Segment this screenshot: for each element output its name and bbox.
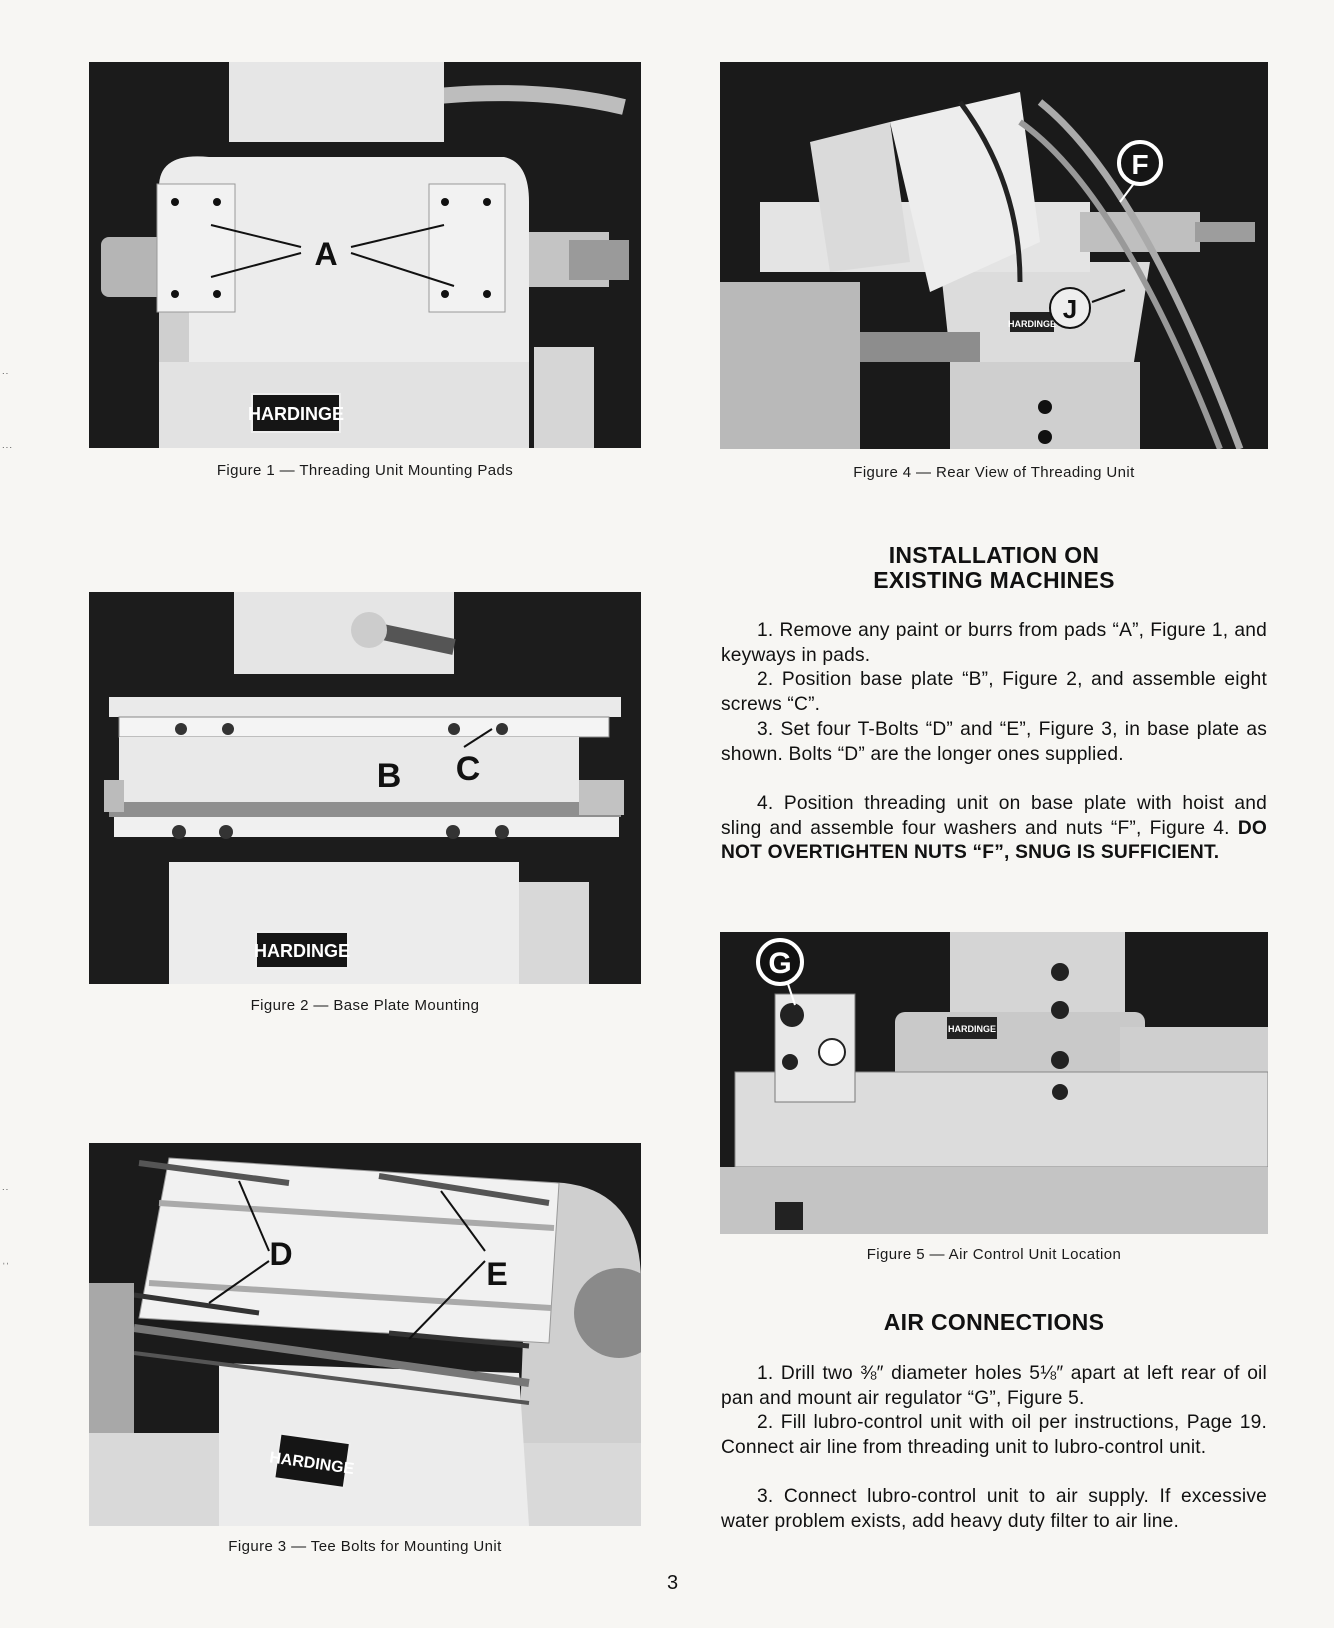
fig3-label-d: D: [269, 1236, 293, 1272]
installation-step-2: 2. Position base plate “B”, Figure 2, and assemble eight screws “C”.: [721, 669, 1267, 715]
figure-3-illustration: [89, 1143, 641, 1526]
figure-2-photo: [89, 592, 641, 984]
figure-1-caption: Figure 1 — Threading Unit Mounting Pads: [216, 462, 514, 479]
fig3-label-e: E: [486, 1256, 508, 1292]
installation-heading-line1: INSTALLATION ON: [888, 542, 1100, 568]
installation-heading: [720, 543, 1268, 593]
margin-mark: ˈˈ: [2, 1262, 10, 1274]
figure-4-photo: [720, 62, 1268, 449]
figure-4-caption: Figure 4 — Rear View of Threading Unit: [853, 464, 1135, 481]
installation-step-1: 1. Remove any paint or burrs from pads “A”, Figure 1, and keyways in pads.: [721, 620, 1267, 666]
figure-1-illustration: [89, 62, 641, 448]
fig1-badge-text: HARDINGE: [247, 404, 345, 424]
figure-5-caption: Figure 5 — Air Control Unit Location: [866, 1246, 1122, 1263]
fig4-badge-text: HARDINGE: [1007, 319, 1057, 329]
installation-step-4: [721, 792, 1267, 866]
fig5-badge-text: HARDINGE: [947, 1024, 997, 1034]
air-step-1: 1. Drill two ⅜″ diameter holes 5⅛″ apart at left rear of oil pan and mount air regulator “G”, Figure 5.: [721, 1363, 1267, 1409]
fig4-label-j: J: [1062, 294, 1078, 324]
fig2-label-c: C: [455, 750, 481, 788]
figure-3-photo: [89, 1143, 641, 1526]
figure-2-illustration: [89, 592, 641, 984]
fig5-label-g: G: [768, 947, 792, 980]
figure-5-illustration: [720, 932, 1268, 1234]
figure-5-photo: [720, 932, 1268, 1234]
fig2-badge-text: HARDINGE: [253, 941, 351, 961]
figure-1-photo: [89, 62, 641, 448]
air-step-3: 3. Connect lubro-control unit to air supply. If excessive water problem exists, add heavy duty filter to air line.: [721, 1486, 1267, 1532]
installation-heading-line2: EXISTING MACHINES: [873, 567, 1115, 593]
margin-mark: ˙˙: [2, 372, 10, 384]
installation-step-3: 3. Set four T-Bolts “D” and “E”, Figure 3, in base plate as shown. Bolts “D” are the longer ones supplied.: [721, 719, 1267, 765]
fig2-label-b: B: [376, 757, 402, 795]
margin-mark: ˙˙: [2, 1188, 10, 1200]
page-number: 3: [667, 1572, 679, 1594]
fig3-badge-text: HARDINGE: [268, 1449, 356, 1479]
margin-mark: ˙˙˙: [2, 446, 13, 458]
air-step-2: 2. Fill lubro-control unit with oil per instructions, Page 19. Connect air line from threading unit to lubro-control unit.: [721, 1412, 1267, 1458]
figure-3-caption: Figure 3 — Tee Bolts for Mounting Unit: [228, 1538, 502, 1555]
fig1-label-a: A: [314, 236, 338, 272]
figure-2-caption: Figure 2 — Base Plate Mounting: [250, 997, 480, 1014]
installation-warning: DO NOT OVERTIGHTEN NUTS “F”, SNUG IS SUFFICIENT.: [721, 817, 1267, 864]
air-connections-heading: AIR CONNECTIONS: [883, 1309, 1105, 1335]
fig4-label-f: F: [1131, 149, 1149, 180]
figure-4-illustration: [720, 62, 1268, 449]
installation-step-4-text: 4. Position threading unit on base plate with hoist and sling and assemble four washers and nuts “F”, Figure 4.: [721, 793, 1267, 839]
